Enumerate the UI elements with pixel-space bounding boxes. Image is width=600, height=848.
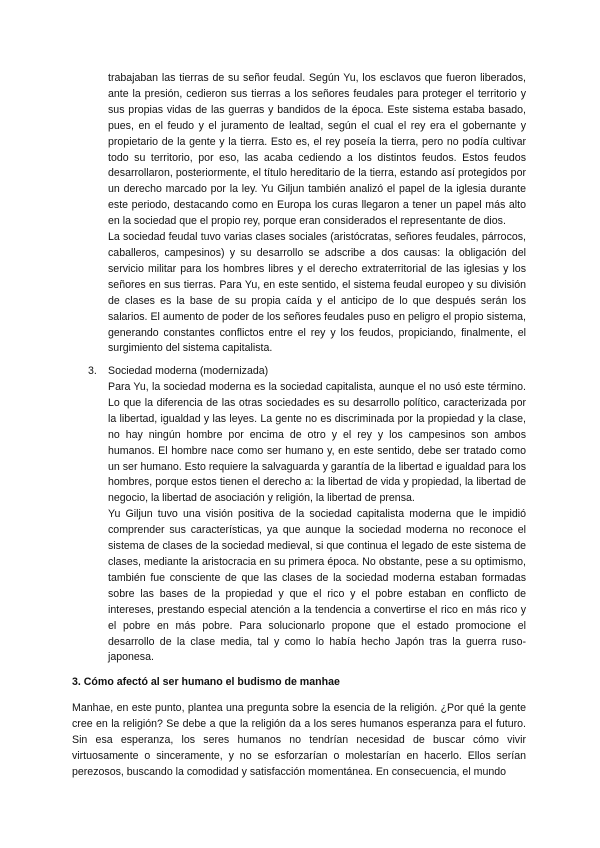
paragraph: Manhae, en este punto, plantea una pregunta sobre la esencia de la religión. ¿Por qué la gente cree en la religión? Se debe a que la religión da a los seres humanos esperanza para el futuro. Sin esa esperanza, los seres humanos no tendrían necesidad de buscar cómo vivir virtuosamente o sinceramente, y no se esforzarían o molestarían en hacerlo. Ellos serían perezosos, buscando la comodidad y satisfacción momentánea. En consecuencia, el mundo: [72, 702, 526, 778]
paragraph: Para Yu, la sociedad moderna es la sociedad capitalista, aunque el no usó este término. Lo que la diferencia de las otras sociedades es su desarrollo político, caracterizada por la libertad, igualdad y las leyes. La gente no es discriminada por la propiedad y la clase, no hay ningún hombre por encima de otro y el rey y los campesinos son ambos humanos. El hombre nace como ser humano y, en este sentido, debe ser tratado como un ser humano. Esto requiere la salvaguarda y garantía de la libertad e igualdad para los hombres, porque estos tienen el derecho a: la libertad de vida y propiedad, la libertad de negocio, la libertad de asociación y religión, la libertad de prensa.: [108, 381, 526, 505]
paragraph: La sociedad feudal tuvo varias clases sociales (aristócratas, señores feudales, párrocos, caballeros, campesinos) y su desarrollo se adscribe a dos causas: la obligación del servicio militar para los hombres libres y el derecho extraterritorial de las iglesias y los señores en sus tierras. Para Yu, en este sentido, el sistema feudal europeo y su división de clases es la base de su propia caída y el anticipo de lo que después serán los salarios. El aumento de poder de los señores feudales puso en peligro el propio sistema, generando constantes conflictos entre el rey y los feudos, propiciando, finalmente, el surgimiento del sistema capitalista.: [108, 231, 526, 355]
list-item-title: Sociedad moderna (modernizada): [108, 365, 269, 377]
list-number: 3.: [88, 365, 97, 377]
paragraph: Yu Giljun tuvo una visión positiva de la sociedad capitalista moderna que le impidió comprender sus características, ya que aunque la sociedad moderna no reconoce el sistema de clases de la sociedad medieval, si que continua el legado de este sistema de clases, mediante la aristocracia en su primera época. No obstante, pese a su optimismo, también fue consciente de que las clases de la sociedad moderna estaban formadas sobre las bases de la propiedad y que el rico y el pobre estaban en conflicto de intereses, prestando especial atención a la tendencia a convertirse el rico en más rico y el pobre en más pobre. Para solucionarlo propone que el estado promocione el desarrollo de la clase media, tal y como lo había hecho Japón tras la guerra ruso-japonesa.: [108, 508, 526, 664]
modern-society-text-block: [108, 380, 526, 666]
feudal-society-text-block: [108, 71, 526, 357]
section-heading: 3. Cómo afectó al ser humano el budismo de manhae: [72, 676, 340, 688]
paragraph: trabajaban las tierras de su señor feudal. Según Yu, los esclavos que fueron liberados, ante la presión, cedieron sus tierras a los señores feudales para proteger el territorio y sus propias vidas de las guerras y bandidos de la época. Este sistema estaba basado, pues, en el feudo y el juramento de lealtad, según el cual el rey era el gobernante y propietario de la gente y la tierra. Esto es, el rey poseía la tierra, pero no podía cultivar todo su territorio, por eso, las acaba cediendo a los distintos feudos. Estos feudos desarrollaron, posteriormente, el título hereditario de la tierra, estando así protegidos por un derecho marcado por la ley. Yu Giljun también analizó el papel de la iglesia durante este periodo, destacando como en Europa los curas llegaron a tener un papel más alto en la sociedad que el propio rey, porque eran considerados el representante de dios.: [108, 72, 526, 228]
buddhism-text-block: [72, 701, 526, 781]
